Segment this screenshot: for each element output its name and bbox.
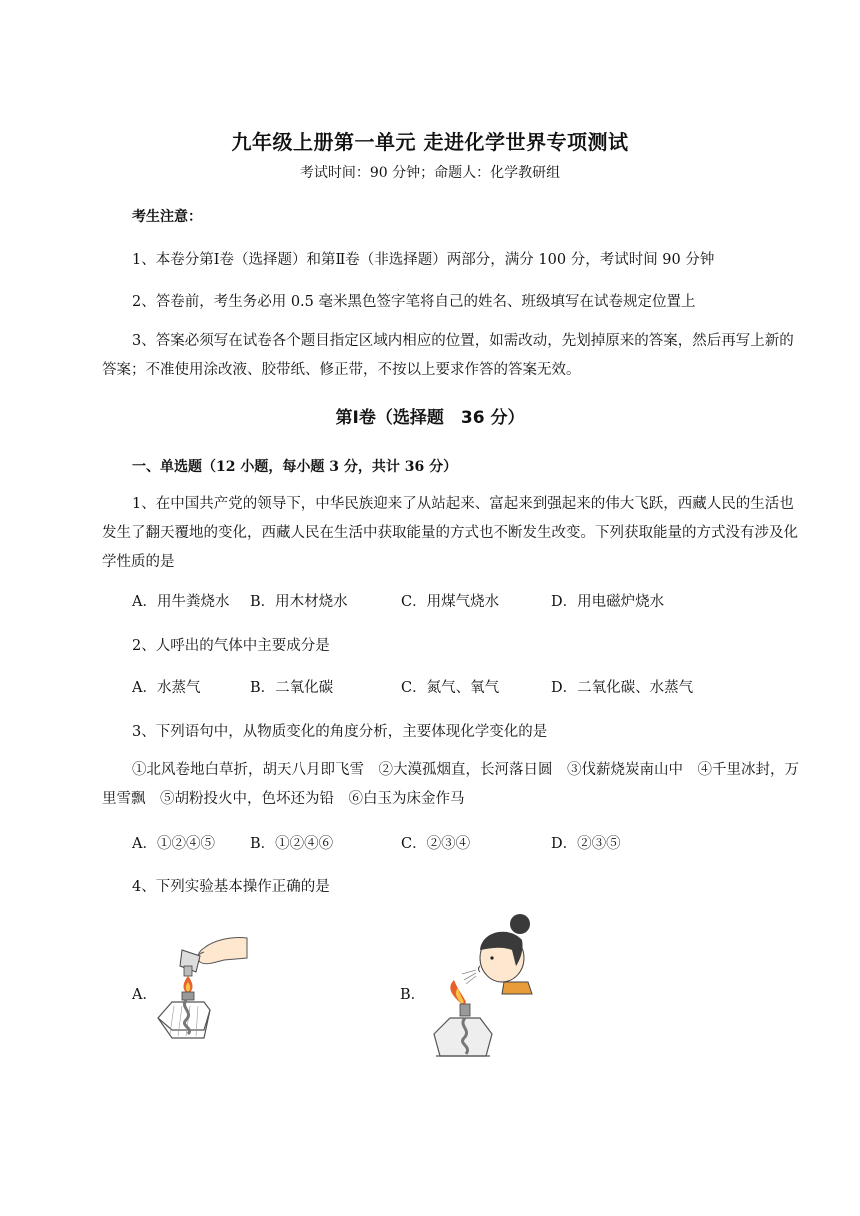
q3-option-c[interactable]: C．②③④ bbox=[401, 836, 471, 852]
lamp-lighting-illustration bbox=[152, 930, 252, 1045]
q2-option-c[interactable]: C．氮气、氧气 bbox=[401, 680, 500, 696]
notice-item-3: 3、答案必须写在试卷各个题目指定区域内相应的位置，如需改动，先划掉原来的答案，然后再写上新的答案；不准使用涂改液、胶带纸、修正带，不按以上要求作答的答案无效。 bbox=[102, 333, 794, 378]
notice-heading: 考生注意： bbox=[132, 209, 202, 225]
q4-option-a[interactable]: A． bbox=[132, 987, 157, 1003]
question-1-stem: 1、在中国共产党的领导下，中华民族迎来了从站起来、富起来到强起来的伟大飞跃，西藏人民的生活也发生了翻天覆地的变化，西藏人民在生活中获取能量的方式也不断发生改变。下列获取能量的方式没有涉及化学性质的是 bbox=[102, 496, 798, 570]
question-3-body: ①北风卷地白草折，胡天八月即飞雪 ②大漠孤烟直，长河落日圆 ③伐薪烧炭南山中 ④千里冰封，万里雪飘 ⑤胡粉投火中，色坏还为铅 ⑥白玉为床金作马 bbox=[102, 762, 799, 807]
question-2-stem: 2、人呼出的气体中主要成分是 bbox=[132, 638, 330, 654]
question-3-stem: 3、下列语句中，从物质变化的角度分析，主要体现化学变化的是 bbox=[132, 724, 548, 740]
q3-option-b[interactable]: B．①②④⑥ bbox=[250, 836, 334, 852]
q2-option-a[interactable]: A．水蒸气 bbox=[132, 680, 201, 696]
q3-option-a[interactable]: A．①②④⑤ bbox=[132, 836, 215, 852]
page-title: 九年级上册第一单元 走进化学世界专项测试 bbox=[231, 130, 629, 154]
section-title: 第Ⅰ卷（选择题 36 分） bbox=[335, 408, 525, 428]
question-4-stem: 4、下列实验基本操作正确的是 bbox=[132, 879, 330, 895]
q1-option-c[interactable]: C．用煤气烧水 bbox=[401, 594, 500, 610]
q3-option-d[interactable]: D．②③⑤ bbox=[551, 836, 621, 852]
blowing-lamp-illustration bbox=[432, 910, 542, 1065]
q1-option-b[interactable]: B．用木材烧水 bbox=[250, 594, 348, 610]
part-heading: 一、单选题（12 小题，每小题 3 分，共计 36 分） bbox=[132, 459, 458, 475]
q4-option-b[interactable]: B． bbox=[400, 987, 426, 1003]
q2-option-b[interactable]: B．二氧化碳 bbox=[250, 680, 334, 696]
q1-option-d[interactable]: D．用电磁炉烧水 bbox=[551, 594, 665, 610]
exam-info: 考试时间：90 分钟；命题人：化学教研组 bbox=[299, 165, 561, 181]
notice-item-1: 1、本卷分第Ⅰ卷（选择题）和第Ⅱ卷（非选择题）两部分，满分 100 分，考试时间 90 分钟 bbox=[132, 252, 715, 268]
q1-option-a[interactable]: A．用牛粪烧水 bbox=[132, 594, 230, 610]
q2-option-d[interactable]: D．二氧化碳、水蒸气 bbox=[551, 680, 694, 696]
notice-item-2: 2、答卷前，考生务必用 0.5 毫米黑色签字笔将自己的姓名、班级填写在试卷规定位置上 bbox=[132, 294, 696, 310]
